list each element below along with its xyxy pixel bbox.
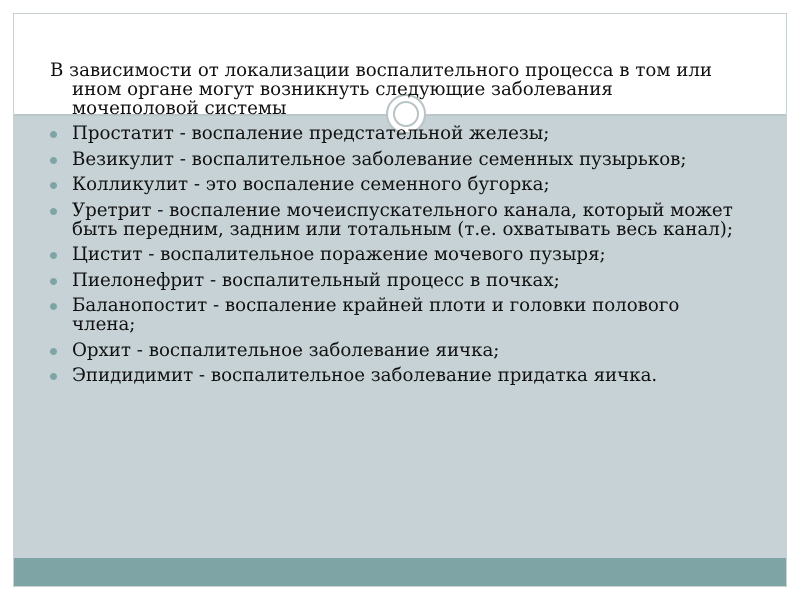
round-bullet-icon	[50, 373, 57, 380]
slide-content	[50, 61, 740, 392]
list-item-text: Везикулит - воспалительное заболевание семенных пузырьков;	[72, 148, 687, 170]
intro-text: В зависимости от локализации воспалительного процесса в том или ином органе могут возникнуть следующие заболевания мочеполовой системы	[50, 60, 713, 119]
list-item-text: Эпидидимит - воспалительное заболевание придатка яичка.	[72, 365, 658, 386]
list-item-text: Баланопостит - воспаление крайней плоти и головки полового члена;	[72, 295, 680, 335]
list-item	[50, 341, 740, 360]
round-bullet-icon	[50, 303, 57, 310]
footer-bar	[14, 558, 786, 586]
list-item-text: Пиелонефрит - воспалительный процесс в почках;	[72, 269, 560, 291]
list-item-text: Орхит - воспалительное заболевание яичка;	[72, 339, 500, 361]
list-item	[50, 366, 740, 385]
round-bullet-icon	[50, 348, 57, 355]
list-item	[50, 175, 740, 194]
list-item	[50, 150, 740, 169]
list-item	[50, 271, 740, 290]
round-bullet-icon	[50, 182, 57, 189]
list-item-text: Колликулит - это воспаление семенного бугорка;	[72, 174, 550, 195]
round-bullet-icon	[50, 252, 57, 259]
list-item-text: Уретрит - воспаление мочеиспускательного канала, который может быть передним, задним или тотальным (т.е. охватывать весь канал);	[72, 199, 733, 240]
round-bullet-icon	[50, 208, 57, 215]
round-bullet-icon	[50, 157, 57, 164]
round-bullet-icon	[50, 131, 57, 138]
disease-list	[50, 124, 740, 385]
list-item	[50, 201, 740, 239]
list-item	[50, 245, 740, 264]
round-bullet-icon	[50, 278, 57, 285]
list-item	[50, 296, 740, 334]
list-item	[50, 124, 740, 143]
list-item-text: Цистит - воспалительное поражение мочевого пузыря;	[72, 244, 606, 265]
list-item-text: Простатит - воспаление предстательной железы;	[72, 123, 550, 144]
